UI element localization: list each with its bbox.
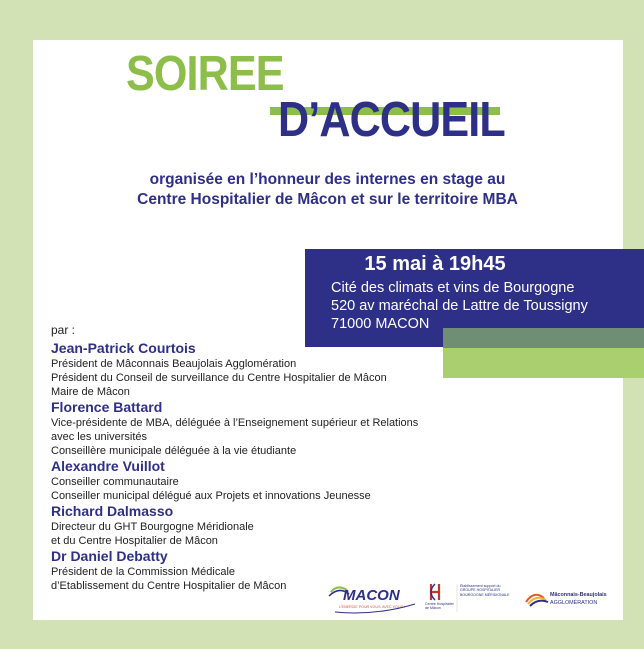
speaker-role: Directeur du GHT Bourgogne Méridionale	[51, 521, 254, 533]
speaker-role: avec les universités	[51, 431, 147, 443]
speaker-role: Vice-présidente de MBA, déléguée à l’Enseignement supérieur et Relations	[51, 417, 419, 429]
speaker	[51, 340, 471, 399]
speaker	[51, 399, 471, 458]
par-label: par :	[51, 323, 76, 337]
speaker-role: Conseillère municipale déléguée à la vie étudiante	[51, 445, 297, 457]
speaker-name: Florence Battard	[51, 399, 163, 415]
macon-logo-text: MACON	[343, 587, 400, 604]
speaker-role: Président de la Commission Médicale	[51, 566, 236, 578]
mba-logo-line-2: AGGLOMÉRATION	[550, 600, 598, 606]
mba-logo-line-1: Mâconnais-Beaujolais	[550, 592, 607, 598]
speaker-role: d’Etablissement du Centre Hospitalier de Mâcon	[51, 580, 287, 592]
speaker-role: Président de Mâconnais Beaujolais Agglomération	[51, 358, 297, 370]
decor-stripe-green	[443, 348, 644, 378]
title-soiree: SOIREE	[126, 47, 284, 101]
speaker-role: Président du Conseil de surveillance du Centre Hospitalier de Mâcon	[51, 372, 387, 384]
speaker	[51, 503, 471, 548]
speaker-role: Maire de Mâcon	[51, 386, 130, 398]
speakers-list	[51, 323, 471, 593]
speaker	[51, 458, 471, 503]
subtitle-line-2: Centre Hospitalier de Mâcon et sur le territoire MBA	[137, 191, 518, 208]
event-date: 15 mai à 19h45	[364, 253, 506, 275]
subtitle-line-1: organisée en l’honneur des internes en stage au	[149, 171, 506, 188]
speaker-role: Conseiller communautaire	[51, 476, 179, 488]
speaker-name: Jean-Patrick Courtois	[51, 340, 196, 356]
macon-logo	[325, 580, 420, 616]
speaker-name: Dr Daniel Debatty	[51, 548, 168, 564]
title-accueil: D’ACCUEIL	[278, 93, 505, 147]
event-city: 71000 MACON	[331, 316, 430, 332]
macon-logo-tagline: L’ÉNERGIE POUR VOUS, AVEC VOUS !	[339, 605, 405, 609]
mba-logo	[520, 580, 620, 616]
speaker-name: Alexandre Vuillot	[51, 458, 165, 474]
hospital-logo	[425, 580, 515, 616]
decor-stripe-gray	[443, 328, 644, 348]
subtitle	[60, 170, 595, 210]
speaker-name: Richard Dalmasso	[51, 503, 174, 519]
event-venue: Cité des climats et vins de Bourgogne	[331, 280, 575, 296]
speaker-role: et du Centre Hospitalier de Mâcon	[51, 535, 218, 547]
event-address: 520 av maréchal de Lattre de Toussigny	[331, 298, 588, 314]
ght-logo-text: Établissement support du GROUPE HOSPITALIER BOURGOGNE MÉRIDIONALE	[460, 584, 510, 597]
speaker-role: Conseiller municipal délégué aux Projets et innovations Jeunesse	[51, 490, 371, 502]
hospital-logo-name: Centre Hospitalier de Mâcon	[425, 602, 454, 610]
